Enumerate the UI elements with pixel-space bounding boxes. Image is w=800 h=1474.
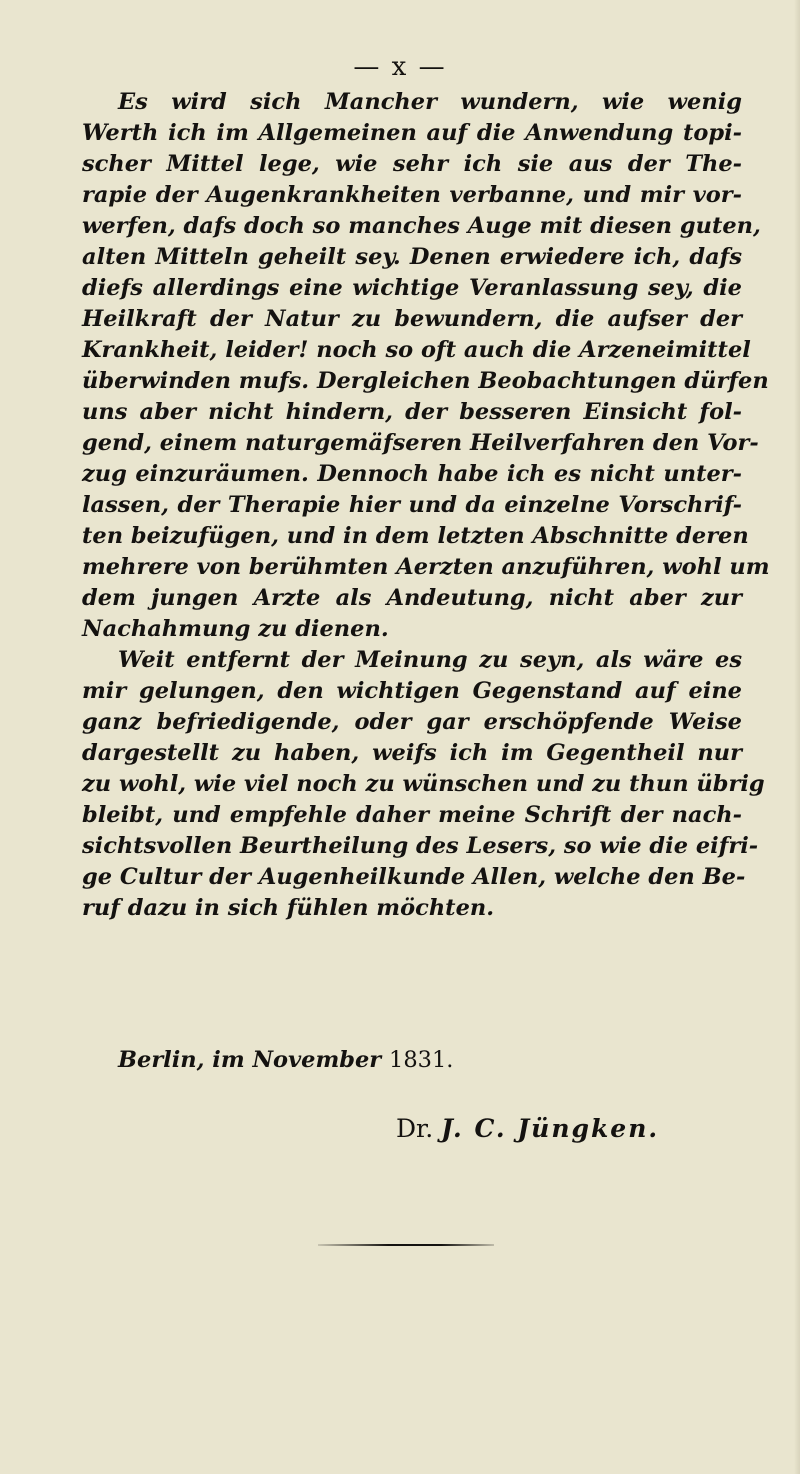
text-line: dem jungen Arzte als Andeutung, nicht aber zur: [82, 585, 742, 611]
text-line: Weit entfernt der Meinung zu seyn, als wäre es: [118, 647, 742, 673]
preface-body: [82, 87, 770, 924]
text-line: uns aber nicht hindern, der besseren Einsicht fol-: [82, 399, 742, 425]
text-line: Heilkraft der Natur zu bewundern, die aufser der: [82, 306, 742, 332]
author-signature: [396, 1114, 659, 1143]
text-line: überwinden mufs. Dergleichen Beobachtungen dürfen: [82, 368, 769, 394]
text-line: rapie der Augenkrankheiten verbanne, und mir vor-: [82, 182, 742, 208]
text-line: ganz befriedigende, oder gar erschöpfende Weise: [82, 709, 742, 735]
text-line: ruf dazu in sich fühlen möchten.: [82, 895, 495, 921]
page-edge-shadow: [794, 0, 800, 1474]
text-line: zug einzuräumen. Dennoch habe ich es nicht unter-: [82, 461, 742, 487]
text-line: dargestellt zu haben, weifs ich im Gegentheil nur: [82, 740, 742, 766]
end-rule: [318, 1244, 494, 1246]
place-and-date: [82, 1047, 742, 1073]
text-line: scher Mittel lege, wie sehr ich sie aus der The-: [82, 151, 742, 177]
text-line: zu wohl, wie viel noch zu wünschen und zu thun übrig: [82, 771, 765, 797]
text-line: Nachahmung zu dienen.: [82, 616, 389, 642]
text-line: diefs allerdings eine wichtige Veranlassung sey, die: [82, 275, 742, 301]
year-text: 1831.: [389, 1047, 454, 1073]
text-line: alten Mitteln geheilt sey. Denen erwiedere ich, dafs: [82, 244, 742, 270]
text-line: werfen, dafs doch so manches Auge mit diesen guten,: [82, 213, 761, 239]
text-line: ten beizufügen, und in dem letzten Abschnitte deren: [82, 523, 749, 549]
page-number: — x —: [353, 52, 447, 82]
author-name: J. C. Jüngken.: [441, 1114, 660, 1143]
text-line: lassen, der Therapie hier und da einzelne Vorschrif-: [82, 492, 742, 518]
text-line: sichtsvollen Beurtheilung des Lesers, so wie die eifri-: [82, 833, 759, 859]
paragraph-1: [82, 87, 770, 645]
text-line: mir gelungen, den wichtigen Gegenstand auf eine: [82, 678, 742, 704]
text-line: Krankheit, leider! noch so oft auch die Arzeneimittel: [82, 337, 751, 363]
text-line: gend, einem naturgemäfseren Heilverfahren den Vor-: [82, 430, 759, 456]
text-line: mehrere von berühmten Aerzten anzuführen, wohl um: [82, 554, 770, 580]
paragraph-2: [82, 645, 765, 924]
text-line: bleibt, und empfehle daher meine Schrift der nach-: [82, 802, 742, 828]
text-line: Werth ich im Allgemeinen auf die Anwendung topi-: [82, 120, 742, 146]
text-line: Es wird sich Mancher wundern, wie wenig: [118, 89, 742, 115]
place-date-text: Berlin, im November: [118, 1047, 389, 1073]
author-title: Dr.: [396, 1114, 442, 1143]
text-line: ge Cultur der Augenheilkunde Allen, welche den Be-: [82, 864, 746, 890]
